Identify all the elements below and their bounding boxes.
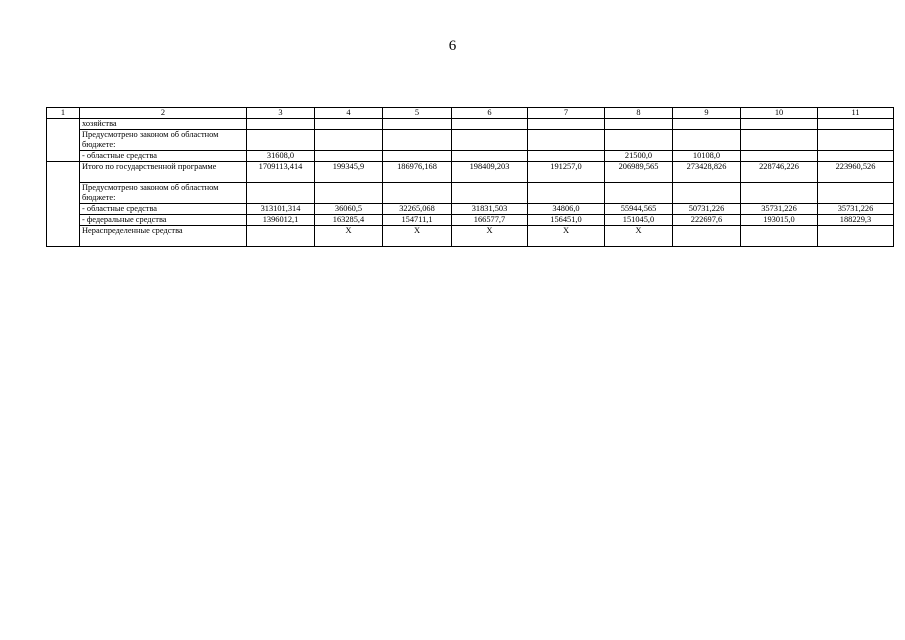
column-header: 6	[452, 108, 528, 119]
column-header: 7	[528, 108, 605, 119]
value-cell	[818, 119, 894, 130]
value-cell	[741, 226, 818, 247]
value-cell	[383, 119, 452, 130]
value-cell: 228746,226	[741, 162, 818, 183]
value-cell	[605, 183, 673, 204]
value-cell: 36060,5	[315, 204, 383, 215]
row-label: Предусмотрено законом об областном бюджете:	[80, 183, 247, 204]
row-label: хозяйства	[80, 119, 247, 130]
value-cell	[452, 119, 528, 130]
value-cell	[452, 151, 528, 162]
column-header: 2	[80, 108, 247, 119]
value-cell	[315, 151, 383, 162]
value-cell	[673, 130, 741, 151]
column-header: 1	[47, 108, 80, 119]
value-cell: 223960,526	[818, 162, 894, 183]
value-cell: X	[452, 226, 528, 247]
value-cell: 222697,6	[673, 215, 741, 226]
value-cell	[818, 183, 894, 204]
value-cell: 31831,503	[452, 204, 528, 215]
value-cell	[528, 119, 605, 130]
column-header: 4	[315, 108, 383, 119]
row-label: Нераспределенные средства	[80, 226, 247, 247]
value-cell	[741, 183, 818, 204]
value-cell: 1709113,414	[247, 162, 315, 183]
value-cell: 21500,0	[605, 151, 673, 162]
row-number-cell	[47, 162, 80, 247]
table-row	[47, 130, 894, 151]
value-cell	[673, 183, 741, 204]
column-header: 11	[818, 108, 894, 119]
column-header: 3	[247, 108, 315, 119]
value-cell: 154711,1	[383, 215, 452, 226]
value-cell: 166577,7	[452, 215, 528, 226]
value-cell: 198409,203	[452, 162, 528, 183]
value-cell: 31608,0	[247, 151, 315, 162]
table-row	[47, 119, 894, 130]
value-cell	[818, 226, 894, 247]
value-cell: 50731,226	[673, 204, 741, 215]
value-cell	[247, 226, 315, 247]
value-cell	[741, 130, 818, 151]
column-header: 9	[673, 108, 741, 119]
value-cell	[741, 119, 818, 130]
value-cell	[247, 130, 315, 151]
value-cell: 186976,168	[383, 162, 452, 183]
value-cell	[741, 151, 818, 162]
column-header: 8	[605, 108, 673, 119]
value-cell	[315, 183, 383, 204]
value-cell	[315, 119, 383, 130]
value-cell	[247, 183, 315, 204]
value-cell: X	[528, 226, 605, 247]
value-cell	[247, 119, 315, 130]
value-cell	[528, 130, 605, 151]
value-cell: 34806,0	[528, 204, 605, 215]
value-cell: 313101,314	[247, 204, 315, 215]
value-cell: 32265,068	[383, 204, 452, 215]
value-cell: 193015,0	[741, 215, 818, 226]
value-cell	[528, 183, 605, 204]
table-header-row	[47, 108, 894, 119]
budget-table	[46, 107, 894, 247]
table-row	[47, 162, 894, 183]
value-cell: 163285,4	[315, 215, 383, 226]
value-cell: 10108,0	[673, 151, 741, 162]
value-cell: 35731,226	[818, 204, 894, 215]
row-label: Итого по государственной программе	[80, 162, 247, 183]
table-row	[47, 204, 894, 215]
value-cell: 55944,565	[605, 204, 673, 215]
row-number-cell	[47, 119, 80, 162]
column-header: 10	[741, 108, 818, 119]
table-row	[47, 151, 894, 162]
value-cell	[673, 226, 741, 247]
value-cell: X	[383, 226, 452, 247]
value-cell	[383, 130, 452, 151]
value-cell	[818, 151, 894, 162]
value-cell: 151045,0	[605, 215, 673, 226]
table-row	[47, 215, 894, 226]
table-row	[47, 183, 894, 204]
value-cell	[452, 183, 528, 204]
table-row	[47, 226, 894, 247]
value-cell: X	[605, 226, 673, 247]
value-cell	[452, 130, 528, 151]
value-cell: 156451,0	[528, 215, 605, 226]
value-cell	[383, 183, 452, 204]
value-cell: 199345,9	[315, 162, 383, 183]
value-cell	[383, 151, 452, 162]
value-cell	[315, 130, 383, 151]
value-cell: 206989,565	[605, 162, 673, 183]
value-cell: X	[315, 226, 383, 247]
value-cell: 188229,3	[818, 215, 894, 226]
column-header: 5	[383, 108, 452, 119]
row-label: - федеральные средства	[80, 215, 247, 226]
row-label: - областные средства	[80, 204, 247, 215]
row-label: - областные средства	[80, 151, 247, 162]
row-label: Предусмотрено законом об областном бюджете:	[80, 130, 247, 151]
value-cell	[673, 119, 741, 130]
value-cell	[818, 130, 894, 151]
value-cell: 273428,826	[673, 162, 741, 183]
page-number: 6	[448, 38, 457, 54]
value-cell: 1396012,1	[247, 215, 315, 226]
value-cell	[528, 151, 605, 162]
value-cell: 191257,0	[528, 162, 605, 183]
value-cell: 35731,226	[741, 204, 818, 215]
value-cell	[605, 119, 673, 130]
value-cell	[605, 130, 673, 151]
